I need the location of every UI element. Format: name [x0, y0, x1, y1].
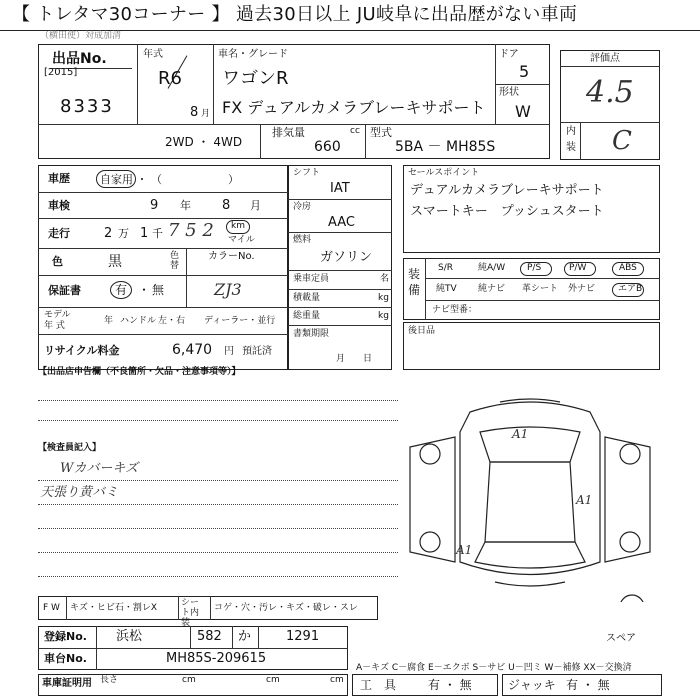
- car-roof: [485, 462, 575, 542]
- registration-city: 浜松: [116, 629, 143, 644]
- history-label: 車歴: [48, 172, 70, 185]
- car-top-outline: [460, 402, 600, 575]
- jack-options: 有 ・ 無: [566, 678, 610, 692]
- spare-tire: [620, 595, 644, 602]
- handle-label: ハンドル: [120, 316, 157, 326]
- equipment-label-2: 備: [408, 283, 421, 297]
- wheel-fr: [620, 444, 640, 464]
- lot-label: 出品No.: [52, 51, 107, 67]
- lot-number: 8333: [60, 96, 114, 117]
- model-type-label: 型式: [370, 126, 392, 139]
- warranty-sep: ・: [138, 283, 151, 297]
- equip-sr: S/R: [438, 263, 453, 273]
- damage-legend: A－キズ C－腐食 E－エクボ S－サビ U－凹ミ W－補修 XX－交換済: [356, 663, 632, 673]
- shape-value: W: [515, 102, 531, 121]
- equip-abs: ABS: [619, 263, 637, 273]
- equip-aftermarket-navi: 外ナビ: [568, 284, 596, 294]
- equip-navi: 純ナビ: [478, 284, 506, 294]
- registration-number: 1291: [286, 629, 320, 644]
- history-options: 自家用 ・ （ ）: [100, 173, 239, 186]
- selling-points-line1: デュアルカメラブレーキサポート: [410, 183, 604, 198]
- wheel-rl: [420, 532, 440, 552]
- displacement-value: 660: [314, 139, 341, 155]
- model-grade: FX デュアルカメラブレーキサポート: [222, 98, 486, 117]
- registration-class: 582: [197, 629, 222, 644]
- year-month-unit: 月: [201, 109, 211, 119]
- garage-cert-length: 長さ: [100, 675, 119, 685]
- equip-airbag: エアB: [618, 284, 643, 294]
- inspection-year-unit: 年: [180, 199, 191, 212]
- inspection-month: 8: [222, 198, 231, 213]
- after-items-box: [403, 322, 660, 370]
- model-year-label-2: 年 式: [44, 321, 65, 331]
- doc-deadline-label: 書類期限: [293, 329, 330, 339]
- fuel-label: 燃料: [293, 235, 312, 245]
- equipment-label-1: 装: [408, 267, 421, 281]
- shape-label: 形状: [499, 87, 519, 98]
- mileage-man: 2: [104, 226, 113, 241]
- displacement-label: 排気量: [272, 126, 305, 139]
- fw-items: キズ・ヒビ石・割レX: [70, 603, 157, 613]
- mileage-unit-mile: マイル: [228, 235, 255, 245]
- inspector-note-2: 天張り黄バミ: [40, 485, 119, 500]
- chassis-value: MH85S-209615: [166, 651, 267, 666]
- color-label: 色: [52, 255, 63, 268]
- banner-text: 【 トレタマ30コーナー 】 過去30日以上 JU岐阜に出品歴がない車両: [12, 4, 578, 25]
- color-repaint: 色替: [170, 251, 180, 271]
- inspector-note-1: Wカバーキズ: [60, 461, 139, 476]
- recycle-label: リサイクル料金: [44, 344, 120, 357]
- selling-points-line2: スマートキー プッシュスタート: [410, 204, 604, 219]
- mileage-sen-unit: 千: [152, 227, 163, 240]
- inspection-month-unit: 月: [250, 199, 261, 212]
- mileage-label: 走行: [48, 227, 70, 240]
- doors-value: 5: [519, 62, 530, 81]
- garage-cert-label: 車庫証明用: [42, 678, 92, 689]
- header-sub: （横田使）対成加清: [40, 31, 122, 41]
- interior-label-2: 装: [566, 142, 576, 153]
- spare-label: スペア: [606, 633, 636, 644]
- doors-label: ドア: [499, 49, 519, 60]
- equipment-row-1: [428, 262, 658, 276]
- payload-label: 積載量: [293, 293, 321, 303]
- color-no: ZJ3: [214, 280, 242, 299]
- car-right-side: [605, 437, 650, 562]
- equip-leather-seat: 革シート: [522, 284, 559, 294]
- equip-power-steering: P/S: [527, 263, 542, 273]
- capacity-label: 乗車定員: [293, 274, 330, 284]
- color-no-label: カラーNo.: [208, 251, 255, 262]
- model-year-unit: 年: [104, 316, 114, 326]
- equip-tv: 純TV: [436, 284, 457, 294]
- mileage-man-unit: 万: [118, 227, 129, 240]
- wheel-fl: [420, 444, 440, 464]
- doc-deadline-unit: 月 日: [336, 354, 373, 364]
- score-value: 4.5: [586, 75, 634, 110]
- recycle-unit: 円: [224, 346, 234, 357]
- year-label: 年式: [143, 49, 163, 60]
- tools-label: 工 具: [360, 678, 397, 692]
- inspector-label: 【検査員記入】: [38, 443, 102, 453]
- car-left-side: [410, 437, 455, 562]
- displacement-unit: cc: [350, 126, 360, 136]
- lot-year-stamp: [2015]: [44, 67, 78, 78]
- seat-label: シート内装: [181, 598, 200, 628]
- mileage-sen: 1: [140, 226, 149, 241]
- jack-label: ジャッキ: [508, 678, 556, 692]
- handle-options: 左・右: [158, 316, 186, 326]
- model-name: ワゴンR: [222, 68, 289, 89]
- registration-label: 登録No.: [44, 630, 87, 643]
- equip-power-window: P/W: [569, 263, 587, 273]
- warranty-label: 保証書: [48, 284, 81, 297]
- rear-bumper: [495, 582, 565, 586]
- selling-points-label: セールスポイント: [408, 168, 480, 178]
- mileage-handwritten: 7 5 2: [168, 220, 214, 241]
- dealer-options: ディーラー・並行: [204, 316, 276, 326]
- model-label: 車名・グレード: [218, 49, 288, 60]
- gross-unit: kg: [378, 311, 389, 321]
- color-value: 黒: [108, 254, 122, 270]
- capacity-unit: 名: [380, 274, 390, 284]
- year-month: 8: [190, 105, 199, 120]
- damage-mark-front: A1: [512, 427, 529, 441]
- shift-value: IAT: [330, 181, 350, 196]
- model-type-value: 5BA － MH85S: [395, 139, 496, 155]
- spec-block: [38, 165, 288, 370]
- equipment-row-2: [428, 283, 658, 297]
- model-year-label-1: モデル: [44, 310, 71, 320]
- interior-label-1: 内: [566, 126, 576, 137]
- navi-model-label: ナビ型番：: [432, 305, 478, 315]
- ac-value: AAC: [328, 215, 355, 230]
- car-rear-window: [475, 542, 585, 568]
- after-items-label: 後日品: [408, 326, 436, 336]
- mileage-unit-km: km: [231, 221, 245, 231]
- year-value: R6: [158, 68, 182, 89]
- garage-cert-cm-1: cm: [182, 675, 196, 685]
- payload-unit: kg: [378, 293, 389, 303]
- tools-options: 有 ・ 無: [428, 678, 472, 692]
- drive: 2WD ・ 4WD: [165, 135, 243, 149]
- fuel-value: ガソリン: [320, 250, 373, 265]
- score-label: 評価点: [590, 53, 620, 64]
- warranty-no: 無: [152, 283, 165, 297]
- seat-items: コゲ・穴・汚レ・キズ・破レ・スレ: [214, 603, 358, 613]
- garage-cert-cm-2: cm: [266, 675, 280, 685]
- registration-kana: か: [238, 629, 252, 644]
- warranty-yes: 有: [115, 283, 128, 297]
- gross-label: 総重量: [293, 311, 321, 321]
- inspection-year: 9: [150, 198, 159, 213]
- recycle-status: 預託済: [242, 346, 272, 357]
- recycle-value: 6,470: [172, 342, 213, 358]
- inspection-label: 車検: [48, 199, 70, 212]
- notice-label: 【出品店申告欄（不良箇所・欠品・注意事項等）】: [38, 367, 241, 377]
- damage-mark-left: A1: [456, 543, 473, 557]
- fw-label: F W: [43, 603, 60, 613]
- equip-alloy-wheel: 純A/W: [478, 263, 506, 273]
- wheel-rr: [620, 532, 640, 552]
- interior-value: C: [612, 126, 632, 156]
- chassis-label: 車台No.: [44, 652, 87, 665]
- car-damage-diagram: [400, 392, 660, 602]
- banner: [0, 0, 700, 31]
- ac-label: 冷房: [293, 202, 312, 212]
- shift-label: シフト: [293, 168, 321, 178]
- damage-mark-right: A1: [576, 493, 593, 507]
- car-windshield: [480, 427, 580, 462]
- garage-cert-cm-3: cm: [330, 675, 344, 685]
